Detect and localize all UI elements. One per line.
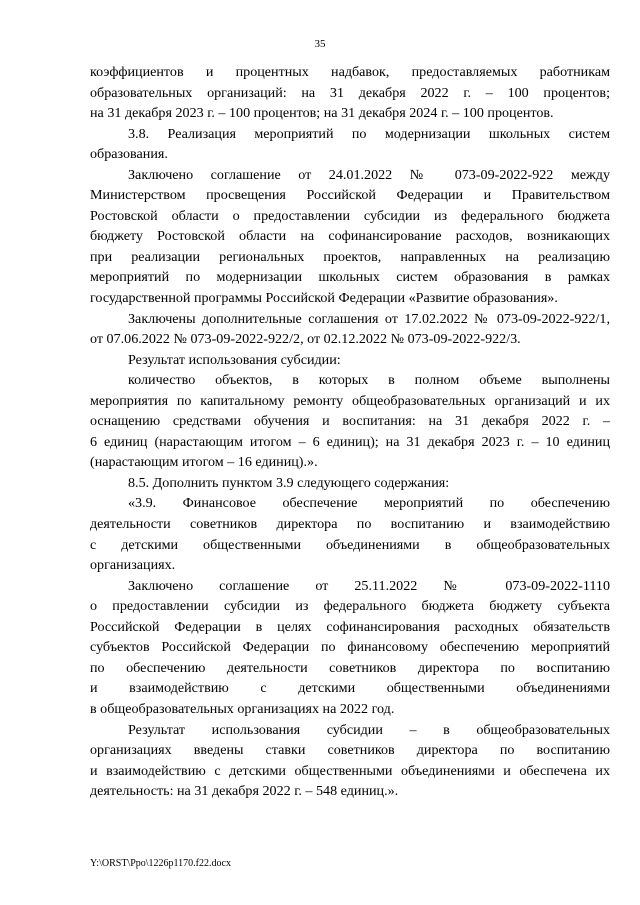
text-line: образования. bbox=[90, 146, 168, 163]
text-line: деятельность: на 31 декабря 2022 г. – 548 единиц.». bbox=[90, 783, 399, 800]
text-line: коэффициентов и процентных надбавок, предоставляемых работникам bbox=[90, 64, 610, 80]
text-line: 6 единиц (нарастающим итогом – 6 единиц); на 31 декабря 2023 г. – 10 единиц bbox=[90, 433, 610, 450]
text-line: образовательных организаций: на 31 декабря 2022 г. – 100 процентов; bbox=[90, 84, 610, 101]
text-line: «3.9. Финансовое обеспечение мероприятий по обеспечению bbox=[128, 495, 610, 512]
text-line: количество объектов, в которых в полном объеме выполнены bbox=[128, 372, 610, 389]
text-line: (нарастающим итогом – 16 единиц).». bbox=[90, 454, 318, 471]
text-line: и взаимодействию с детскими общественными объединениями и обеспечена их bbox=[90, 762, 610, 779]
text-line: Результат использования субсидии: bbox=[128, 351, 341, 368]
text-line: Результат использования субсидии – в общеобразовательных bbox=[128, 721, 610, 738]
text-line: Заключено соглашение от 25.11.2022 № 073-09-2022-1110 bbox=[128, 577, 610, 594]
text-line: о предоставлении субсидии из федерального бюджета бюджету субъекта bbox=[90, 598, 610, 615]
text-line: организациях введены ставки советников директора по воспитанию bbox=[90, 742, 610, 759]
text-line: деятельности советников директора по воспитанию и взаимодействию bbox=[90, 516, 610, 533]
text-line: и взаимодействию с детскими общественными объединениями bbox=[90, 680, 610, 697]
text-line: с детскими общественными объединениями в общеобразовательных bbox=[90, 536, 610, 553]
text-line: Заключены дополнительные соглашения от 17.02.2022 № 073-09-2022-922/1, bbox=[128, 310, 610, 327]
text-line: оснащению средствами обучения и воспитания: на 31 декабря 2022 г. – bbox=[90, 413, 610, 430]
text-line: Ростовской области о предоставлении субсидии из федерального бюджета bbox=[90, 207, 610, 224]
text-line: 8.5. Дополнить пунктом 3.9 следующего содержания: bbox=[128, 474, 450, 491]
text-line: мероприятий по модернизации школьных систем образования в рамках bbox=[90, 269, 610, 286]
page-number: 35 bbox=[314, 38, 326, 50]
file-path-footer: Y:\ORST\Ppo\1226p1170.f22.docx bbox=[90, 858, 231, 869]
text-line: от 07.06.2022 № 073-09-2022-922/2, от 02.12.2022 № 073-09-2022-922/3. bbox=[90, 331, 521, 348]
text-line: субъектов Российской Федерации по финансовому обеспечению мероприятий bbox=[90, 639, 610, 656]
text-line: Заключено соглашение от 24.01.2022 № 073-09-2022-922 между bbox=[128, 166, 610, 183]
text-line: при реализации региональных проектов, направленных на реализацию bbox=[90, 248, 610, 265]
text-line: 3.8. Реализация мероприятий по модернизации школьных систем bbox=[128, 125, 610, 142]
text-line: организациях. bbox=[90, 557, 176, 574]
text-line: Министерством просвещения Российской Федерации и Правительством bbox=[90, 187, 610, 204]
text-line: бюджету Ростовской области на софинансирование расходов, возникающих bbox=[90, 228, 610, 245]
text-line: по обеспечению деятельности советников директора по воспитанию bbox=[90, 659, 610, 676]
text-line: на 31 декабря 2023 г. – 100 процентов; на 31 декабря 2024 г. – 100 процентов. bbox=[90, 105, 554, 122]
text-line: Российской Федерации в целях софинансирования расходных обязательств bbox=[90, 618, 610, 635]
text-line: государственной программы Российской Федерации «Развитие образования». bbox=[90, 290, 558, 307]
document-body bbox=[90, 62, 610, 802]
text-line: в общеобразовательных организациях на 2022 год. bbox=[90, 700, 395, 717]
text-line: мероприятия по капитальному ремонту общеобразовательных организаций и их bbox=[90, 392, 610, 409]
